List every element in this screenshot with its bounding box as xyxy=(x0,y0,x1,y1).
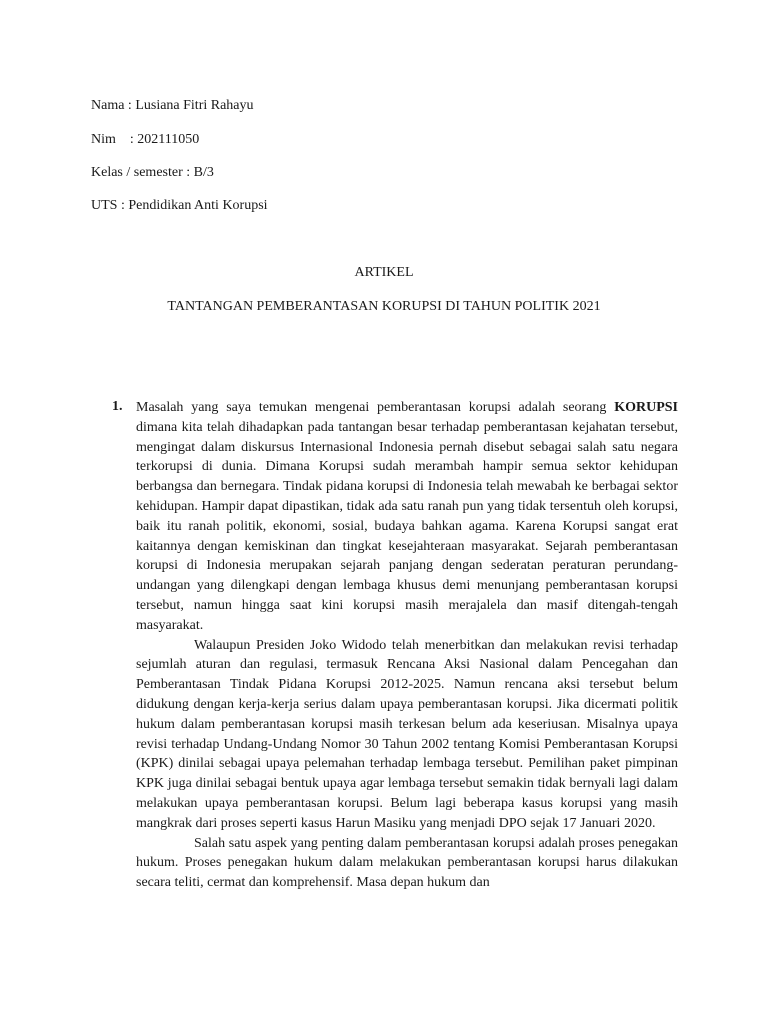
exam-subject-line: UTS : Pendidikan Anti Korupsi xyxy=(91,198,268,213)
student-nim-line: Nim : 202111050 xyxy=(91,132,200,147)
paragraph-3: Salah satu aspek yang penting dalam pemberantasan korupsi adalah proses penegakan hukum. Proses penegakan hukum dalam melakukan pemberantasan korupsi harus dilakukan secara teliti, cermat dan komprehensif. Masa depan hukum dan xyxy=(136,835,678,891)
article-title: TANTANGAN PEMBERANTASAN KORUPSI DI TAHUN POLITIK 2021 xyxy=(167,299,601,314)
paragraph-1-bold-term: KORUPSI xyxy=(614,400,678,415)
list-number: 1. xyxy=(112,399,123,414)
article-label: ARTIKEL xyxy=(354,265,414,280)
article-body xyxy=(136,398,678,893)
paragraph-2: Walaupun Presiden Joko Widodo telah menerbitkan dan melakukan revisi terhadap sejumlah aturan dan regulasi, termasuk Rencana Aksi Nasional dalam Pencegahan dan Pemberantasan Tindak Pidana Korupsi 2012-2025. Namun rencana aksi tersebut belum didukung dengan kerja-kerja serius dalam upaya pemberantasan korupsi. Jika dicermati politik hukum dalam pemberantasan korupsi masih terkesan belum ada keseriusan. Misalnya upaya revisi terhadap Undang-Undang Nomor 30 Tahun 2002 tentang Komisi Pemberantasan Korupsi (KPK) dinilai sebagai upaya pelemahan terhadap lembaga tersebut. Pemilihan paket pimpinan KPK juga dinilai sebagai bentuk upaya agar lembaga tersebut semakin tidak bernyali lagi dalam melakukan upaya pemberantasan korupsi. Belum lagi beberapa kasus korupsi yang masih mangkrak dari proses seperti kasus Harun Masiku yang menjadi DPO sejak 17 Januari 2020. xyxy=(136,637,678,831)
class-semester-line: Kelas / semester : B/3 xyxy=(91,165,214,180)
student-name-line: Nama : Lusiana Fitri Rahayu xyxy=(91,98,254,113)
paragraph-1 xyxy=(136,398,678,636)
paragraph-1-rest: dimana kita telah dihadapkan pada tantangan besar terhadap pemberantasan kejahatan tersebut, mengingat dalam diskursus Internasional Indonesia pernah disebut sebagai salah satu negara terkorupsi di dunia. Dimana Korupsi sudah merambah hampir semua sektor kehidupan berbangsa dan bernegara. Tindak pidana korupsi di Indonesia telah mewabah ke berbagai sektor kehidupan. Hampir dapat dipastikan, tidak ada satu ranah pun yang tidak tersentuh oleh korupsi, baik itu ranah politik, ekonomi, sosial, budaya bahkan agama. Karena Korupsi sangat erat kaitannya dengan kemiskinan dan tingkat kesejahteraan masyarakat. Sejarah pemberantasan korupsi di Indonesia merupakan sejarah panjang dengan sederatan peraturan perundang-undangan yang dilengkapi dengan lembaga khusus demi menunjang pemberantasan korupsi tersebut, namun hingga saat kini korupsi masih merajalela dan masif ditengah-tengah masyarakat. xyxy=(136,419,678,633)
paragraph-1-start: Masalah yang saya temukan mengenai pemberantasan korupsi adalah seorang xyxy=(136,400,615,415)
